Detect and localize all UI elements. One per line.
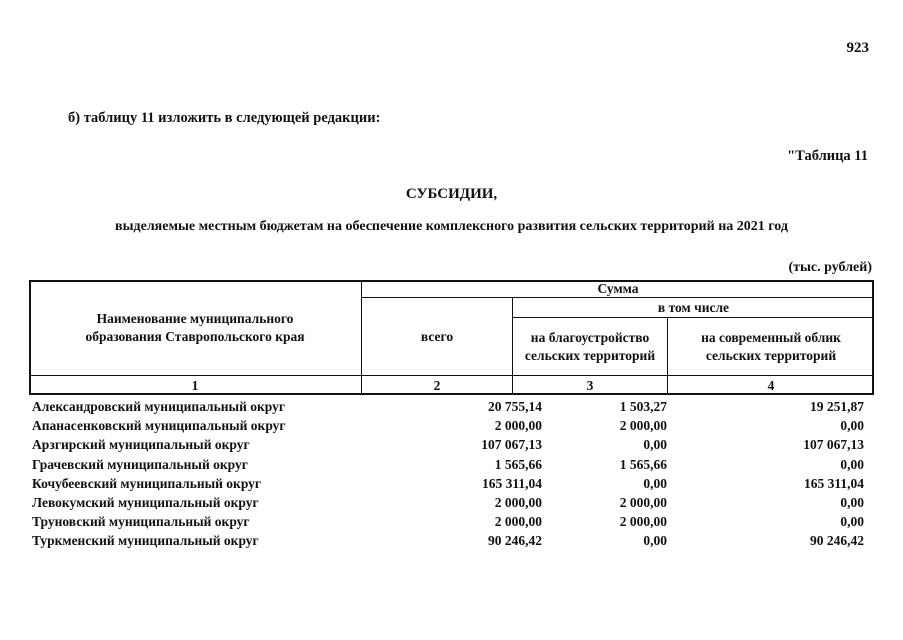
district-name: Левокумский муниципальный округ	[32, 494, 259, 510]
header-improvement: на благоустройство сельских территорий	[524, 329, 656, 363]
amount-modern-look: 90 246,42	[810, 533, 864, 549]
amount-improvement: 0,00	[643, 533, 667, 549]
amount-total: 107 067,13	[481, 437, 542, 453]
amount-total: 90 246,42	[488, 533, 542, 549]
amount-improvement: 2 000,00	[619, 494, 667, 510]
district-name: Грачевский муниципальный округ	[32, 456, 248, 472]
table-reference: "Таблица 11	[787, 148, 868, 164]
table-row	[29, 474, 874, 493]
amount-improvement: 0,00	[643, 475, 667, 491]
header-sum: Сумма	[597, 280, 639, 296]
header-col-number-3: 3	[586, 377, 594, 393]
document-title: СУБСИДИИ,	[405, 186, 498, 202]
amount-total: 2 000,00	[494, 418, 542, 434]
district-name: Апанасенковский муниципальный округ	[32, 418, 286, 434]
header-col-number-4: 4	[767, 377, 775, 393]
amount-improvement: 0,00	[643, 437, 667, 453]
amount-improvement: 2 000,00	[619, 514, 667, 530]
header-total: всего	[420, 328, 454, 344]
table-row	[29, 512, 874, 531]
district-name: Туркменский муниципальный округ	[32, 533, 259, 549]
header-col-number-2: 2	[433, 377, 441, 393]
amount-total: 1 565,66	[494, 456, 542, 472]
table-header	[29, 280, 874, 395]
table-body	[29, 397, 874, 551]
document-subtitle: выделяемые местным бюджетам на обеспечение комплексного развития сельских территорий на 2021 год	[115, 219, 788, 234]
header-name-column: Наименование муниципального образования Ставропольского края	[85, 311, 305, 344]
table-row	[29, 416, 874, 435]
table-row	[29, 455, 874, 474]
amount-modern-look: 19 251,87	[810, 399, 864, 414]
table-row	[29, 397, 874, 416]
amount-modern-look: 0,00	[840, 494, 864, 510]
amount-modern-look: 0,00	[840, 456, 864, 472]
amount-total: 20 755,14	[488, 399, 542, 414]
table-row	[29, 531, 874, 550]
amount-improvement: 1 503,27	[619, 399, 667, 414]
amount-total: 2 000,00	[494, 514, 542, 530]
district-name: Труновский муниципальный округ	[32, 514, 250, 530]
district-name: Арзгирский муниципальный округ	[32, 437, 250, 453]
amount-improvement: 2 000,00	[619, 418, 667, 434]
amount-total: 2 000,00	[494, 494, 542, 510]
amount-modern-look: 0,00	[840, 418, 864, 434]
table-row	[29, 435, 874, 454]
header-col-number-1: 1	[191, 377, 199, 393]
amount-improvement: 1 565,66	[619, 456, 667, 472]
intro-text: б) таблицу 11 изложить в следующей редакции:	[68, 110, 381, 126]
amount-modern-look: 165 311,04	[803, 475, 864, 491]
district-name: Кочубеевский муниципальный округ	[32, 475, 262, 491]
header-including: в том числе	[657, 299, 730, 315]
amount-modern-look: 0,00	[840, 514, 864, 530]
district-name: Александровский муниципальный округ	[32, 399, 285, 414]
page-number: 923	[846, 40, 869, 56]
amount-total: 165 311,04	[481, 475, 542, 491]
amount-modern-look: 107 067,13	[803, 437, 864, 453]
units-label: (тыс. рублей)	[788, 260, 872, 275]
header-modern-look: на современный облик сельских территорий	[701, 329, 841, 363]
table-row	[29, 493, 874, 512]
